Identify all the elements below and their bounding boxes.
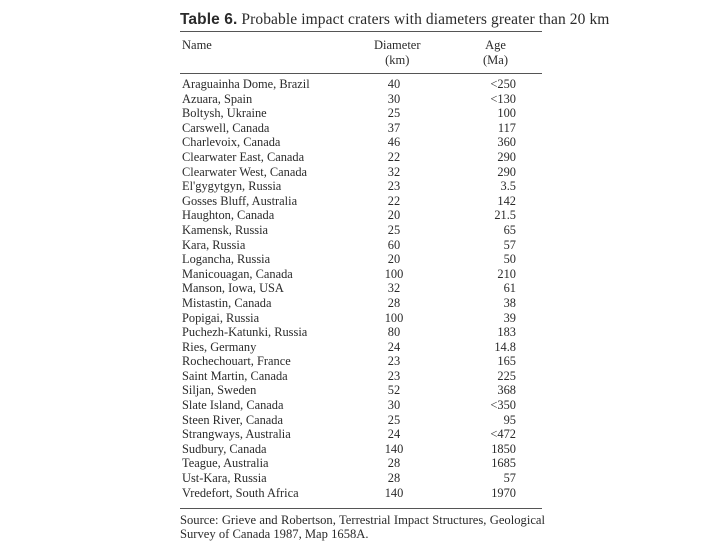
table-row	[0, 311, 720, 326]
crater-diameter: 37	[387, 120, 401, 135]
crater-name: Araguainha Dome, Brazil	[182, 77, 310, 91]
crater-diameter: 20	[387, 252, 401, 267]
table-row	[0, 486, 720, 501]
crater-name: Charlevoix, Canada	[182, 135, 281, 150]
table-row	[0, 165, 720, 180]
crater-diameter: 32	[387, 281, 401, 296]
crater-age: 21.5	[494, 208, 516, 223]
crater-diameter: 22	[387, 193, 401, 208]
crater-diameter: 23	[387, 179, 401, 194]
crater-diameter: 30	[387, 398, 401, 413]
crater-age: 57	[503, 237, 516, 252]
crater-age: <472	[490, 427, 516, 442]
header-age	[483, 38, 508, 68]
crater-name: Kamensk, Russia	[182, 222, 269, 237]
crater-age: 290	[497, 149, 516, 164]
header-name	[182, 38, 212, 53]
table-row	[0, 106, 720, 121]
crater-age: 61	[503, 281, 516, 296]
crater-name: Kara, Russia	[182, 237, 246, 252]
crater-age: 1970	[491, 485, 516, 500]
crater-name: Azuara, Spain	[182, 91, 253, 106]
crater-age: 360	[497, 135, 516, 150]
table-row	[0, 252, 720, 267]
table-row	[0, 442, 720, 457]
table-title	[180, 11, 609, 29]
crater-diameter: 140	[384, 485, 404, 500]
table-row	[0, 194, 720, 209]
crater-diameter: 28	[387, 295, 401, 310]
crater-name: Siljan, Sweden	[182, 383, 257, 398]
table-number: Table 6.	[180, 11, 238, 28]
crater-name: Popigai, Russia	[182, 310, 260, 325]
header-age-unit: (Ma)	[483, 53, 508, 67]
table-row	[0, 238, 720, 253]
table-row	[0, 150, 720, 165]
table-row	[0, 340, 720, 355]
crater-age: 117	[497, 120, 516, 135]
table-row	[0, 135, 720, 150]
crater-age: 165	[497, 354, 516, 369]
top-rule	[180, 31, 542, 32]
crater-age: <130	[490, 91, 516, 106]
header-diameter-unit: (km)	[385, 53, 410, 67]
crater-diameter: 22	[387, 149, 401, 164]
crater-name: Ries, Germany	[182, 339, 257, 354]
crater-name: Rochechouart, France	[182, 354, 291, 369]
table-caption: Probable impact craters with diameters greater than 20 km	[241, 11, 610, 28]
table-row	[0, 369, 720, 384]
crater-diameter: 30	[387, 91, 401, 106]
crater-diameter: 140	[384, 441, 404, 456]
crater-diameter: 23	[387, 354, 401, 369]
crater-age: 38	[503, 295, 516, 310]
crater-age: 14.8	[494, 339, 516, 354]
crater-age: <250	[490, 77, 516, 91]
crater-name: Logancha, Russia	[182, 252, 271, 267]
crater-diameter: 25	[387, 412, 401, 427]
crater-name: Steen River, Canada	[182, 412, 284, 427]
table-row	[0, 354, 720, 369]
source-note: Source: Grieve and Robertson, Terrestrial Impact Structures, Geological Survey of Canada 1987, Map 1658A.	[180, 513, 545, 541]
crater-name: Mistastin, Canada	[182, 295, 272, 310]
header-diameter-label: Diameter	[374, 38, 421, 52]
header-name-label: Name	[182, 38, 212, 52]
table-row	[0, 427, 720, 442]
crater-age: 50	[503, 252, 516, 267]
table-row	[0, 121, 720, 136]
crater-diameter: 24	[387, 339, 401, 354]
table-row	[0, 296, 720, 311]
crater-name: Saint Martin, Canada	[182, 368, 288, 383]
crater-name: Puchezh-Katunki, Russia	[182, 325, 308, 340]
crater-age: 142	[497, 193, 516, 208]
crater-diameter: 100	[384, 310, 404, 325]
crater-diameter: 25	[387, 106, 401, 121]
crater-diameter: 28	[387, 471, 401, 486]
crater-age: 95	[503, 412, 516, 427]
table-row	[0, 267, 720, 282]
crater-age: 1850	[491, 441, 516, 456]
crater-age: 39	[503, 310, 516, 325]
table-row	[0, 179, 720, 194]
crater-diameter: 40	[387, 77, 401, 91]
crater-name: Teague, Australia	[182, 456, 269, 471]
crater-name: Slate Island, Canada	[182, 398, 284, 413]
crater-diameter: 23	[387, 368, 401, 383]
crater-age: 57	[503, 471, 516, 486]
crater-name: El'gygytgyn, Russia	[182, 179, 282, 194]
crater-name: Ust-Kara, Russia	[182, 471, 267, 486]
crater-diameter: 52	[387, 383, 401, 398]
crater-diameter: 28	[387, 456, 401, 471]
crater-diameter: 32	[387, 164, 401, 179]
crater-diameter: 46	[387, 135, 401, 150]
crater-name: Clearwater West, Canada	[182, 164, 308, 179]
crater-name: Vredefort, South Africa	[182, 485, 299, 500]
crater-name: Boltysh, Ukraine	[182, 106, 267, 121]
crater-name: Gosses Bluff, Australia	[182, 193, 298, 208]
table-row	[0, 456, 720, 471]
crater-age: 368	[497, 383, 516, 398]
crater-age: 3.5	[500, 179, 516, 194]
crater-age: 1685	[491, 456, 516, 471]
table-body	[0, 77, 720, 500]
table-row	[0, 92, 720, 107]
crater-diameter: 20	[387, 208, 401, 223]
crater-age: <350	[490, 398, 516, 413]
crater-diameter: 24	[387, 427, 401, 442]
table-row	[0, 223, 720, 238]
table-row	[0, 208, 720, 223]
table-row	[0, 471, 720, 486]
crater-name: Sudbury, Canada	[182, 441, 267, 456]
crater-age: 290	[497, 164, 516, 179]
crater-name: Strangways, Australia	[182, 427, 291, 442]
crater-name: Clearwater East, Canada	[182, 149, 305, 164]
crater-name: Haughton, Canada	[182, 208, 275, 223]
table-row	[0, 77, 720, 92]
crater-age: 100	[497, 106, 516, 121]
table-row	[0, 325, 720, 340]
crater-diameter: 60	[387, 237, 401, 252]
crater-age: 225	[497, 368, 516, 383]
crater-name: Manson, Iowa, USA	[182, 281, 284, 296]
table-row	[0, 383, 720, 398]
crater-age: 65	[503, 222, 516, 237]
crater-age: 183	[497, 325, 516, 340]
table-row	[0, 281, 720, 296]
crater-diameter: 25	[387, 222, 401, 237]
crater-diameter: 80	[387, 325, 401, 340]
crater-diameter: 100	[384, 266, 404, 281]
crater-age: 210	[497, 266, 516, 281]
table-row	[0, 398, 720, 413]
header-diameter	[374, 38, 421, 68]
crater-name: Manicouagan, Canada	[182, 266, 293, 281]
table-row	[0, 413, 720, 428]
crater-name: Carswell, Canada	[182, 120, 270, 135]
header-age-label: Age	[485, 38, 506, 52]
bottom-rule	[180, 508, 542, 509]
header-rule	[180, 73, 542, 74]
